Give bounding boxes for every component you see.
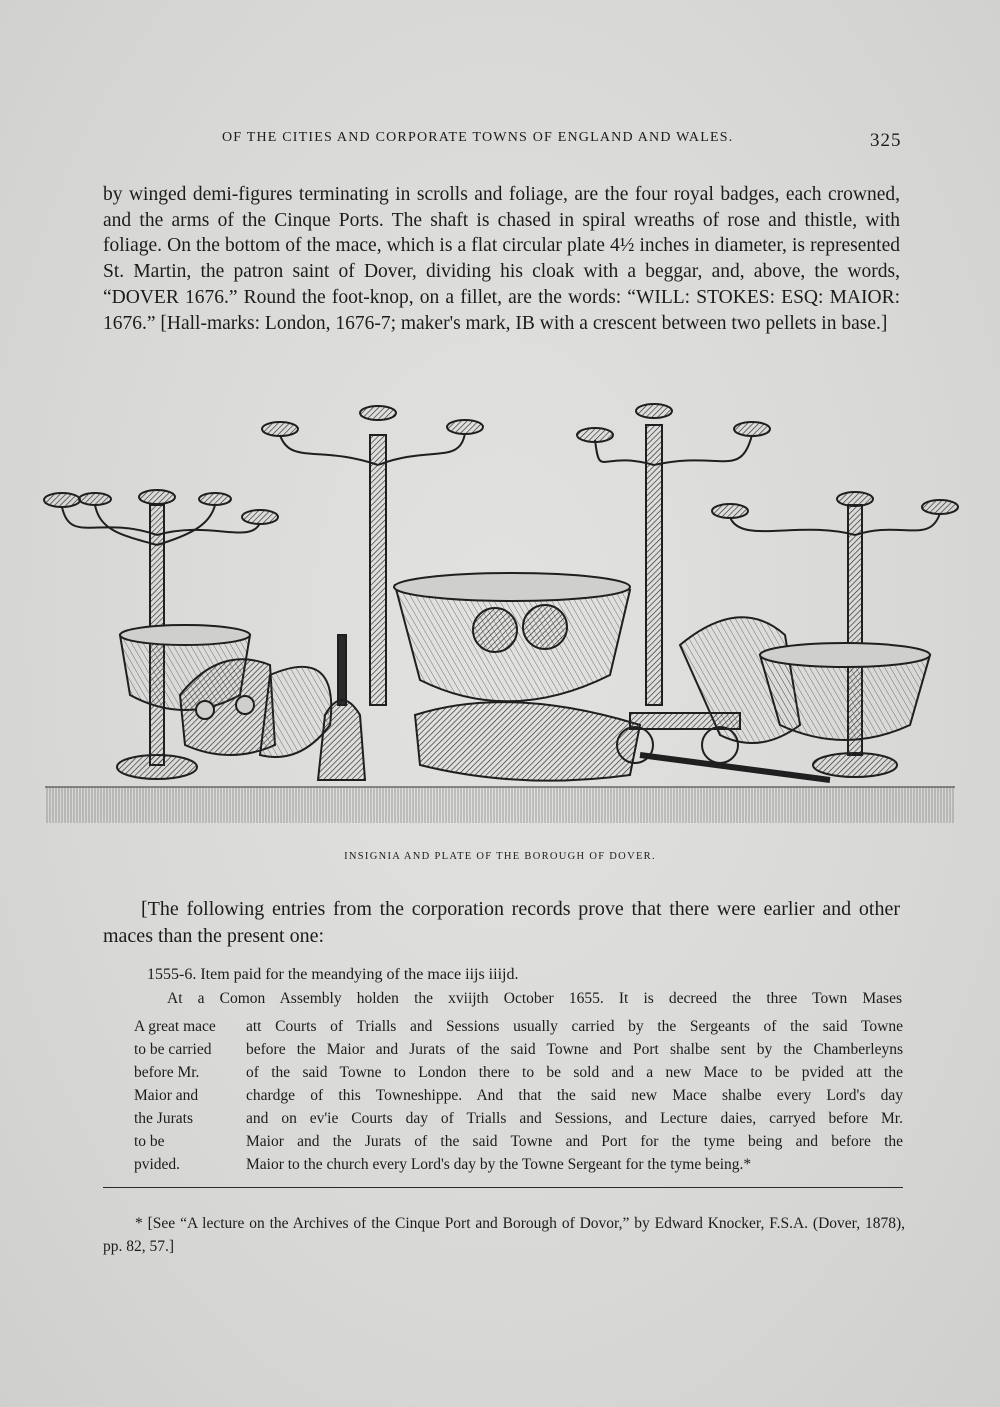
margin-note-line: A great mace	[134, 1018, 216, 1035]
assembly-line: and on ev'ie Courts day of Trialls and Sessions, and Lecture daies, carryed before Mr.	[246, 1110, 903, 1127]
margin-note-line: before Mr.	[134, 1064, 200, 1081]
flask	[260, 667, 331, 757]
footnote: * [See “A lecture on the Archives of the Cinque Port and Borough of Dovor,” by Edward Knocker, F.S.A. (Dover, 1878), pp. 82, 57.]	[103, 1215, 905, 1255]
assembly-first-line: At a Comon Assembly holden the xviijth October 1655. It is decreed the three Town Mases	[167, 990, 902, 1007]
assembly-line: Maior and the Jurats of the said Towne and Port for the tyme being and before the	[246, 1133, 903, 1150]
assembly-line: of the said Towne to London there to be sold and a new Mace to be pvided att the	[246, 1064, 903, 1081]
table-surface	[45, 787, 955, 823]
margin-note-line: pvided.	[134, 1156, 181, 1173]
assembly-line: att Courts of Trialls and Sessions usually carried by the Sergeants of the said Towne	[246, 1018, 903, 1035]
right-bowl	[760, 643, 930, 740]
assembly-line: Maior to the church every Lord's day by the Towne Sergeant for the tyme being.*	[246, 1156, 752, 1173]
margin-note-line: to be carried	[134, 1041, 212, 1058]
body-paragraph: by winged demi-figures terminating in scrolls and foliage, are the four royal badges, each crowned, and the arms of the Cinque Ports. The shaft is chased in spiral wreaths of rose and thistle, with foliage. On the bottom of the mace, which is a flat circular plate 4½ inches in diameter, is represented St. Martin, the patron saint of Dover, dividing his cloak with a beggar, and, above, the words, “DOVER 1676.” Round the foot-knop, on a fillet, are the words: “WILL: STOKES: ESQ: MAIOR: 1676.” [Hall-marks: London, 1676-7; maker's mark, IB with a crescent between two pellets in base.]	[103, 184, 900, 334]
running-head: OF THE CITIES AND CORPORATE TOWNS OF ENGLAND AND WALES.	[222, 130, 734, 145]
punch-bowl	[394, 573, 630, 701]
body-paragraph-2: [The following entries from the corporation records prove that there were earlier and other maces than the present one:	[103, 898, 900, 947]
margin-note-line: to be	[134, 1133, 165, 1150]
margin-note-line: the Jurats	[134, 1110, 193, 1127]
assembly-line: before the Maior and Jurats of the said Towne and Port shalbe sent by the Chamberleyns	[246, 1041, 903, 1058]
assembly-line: chardge of this Towneshippe. And that the said new Mace shalbe every Lord's day	[246, 1087, 903, 1104]
record-entry: 1555-6. Item paid for the meandying of the mace iijs iiijd.	[147, 966, 519, 983]
page-number: 325	[870, 130, 902, 151]
margin-note-line: Maior and	[134, 1087, 199, 1104]
margin-note	[134, 1015, 244, 1176]
figure-caption: INSIGNIA AND PLATE OF THE BOROUGH OF DOVER.	[344, 851, 656, 862]
assembly-record	[246, 1015, 903, 1176]
footnote-rule	[103, 1187, 903, 1188]
insignia-illustration	[40, 395, 960, 835]
